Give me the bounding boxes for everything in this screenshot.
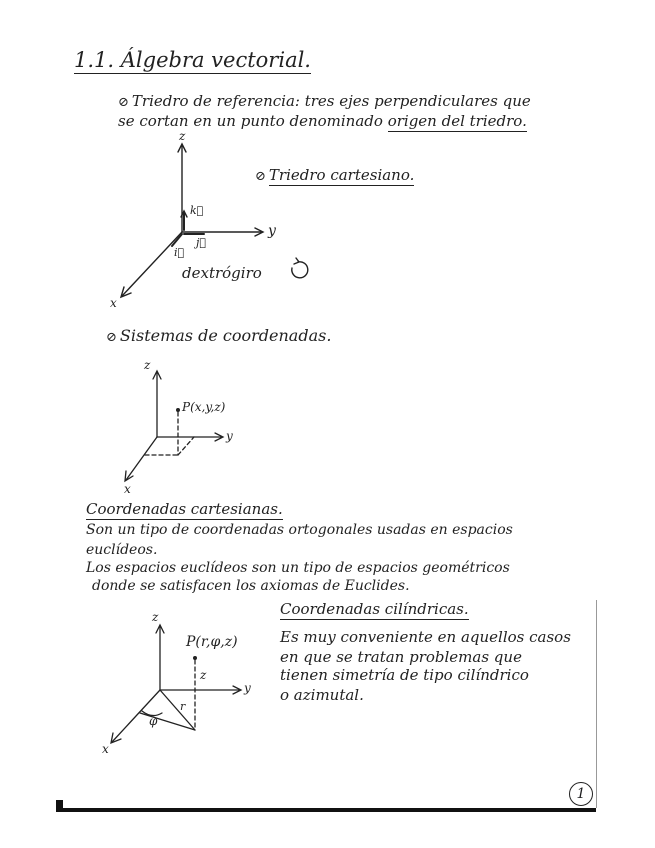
page-edge-right [596, 600, 597, 808]
diagram3-y-label: y [244, 681, 251, 695]
cilindricas-line1: Es muy conveniente en aquellos casos [280, 628, 571, 646]
diagram2-x-label: x [124, 482, 131, 496]
page-edge-bottom [56, 808, 596, 812]
cilindricas-line2: en que se tratan problemas que [280, 648, 522, 666]
diagram1-y-label: y [268, 223, 276, 239]
diagram1-x-label: x [110, 296, 117, 310]
diagram3-z-label: z [152, 610, 159, 624]
point-p [193, 656, 197, 660]
bullet-icon: ⊘ [118, 95, 129, 110]
diagram3-x-label: x [102, 742, 109, 756]
vector-i-label: i⃗ [174, 246, 185, 259]
diagram2-point-label: P(x,y,z) [182, 400, 226, 414]
triedro-ref-text2: se cortan en un punto denominado [118, 112, 383, 130]
vector-j-label: j⃗ [196, 236, 207, 249]
page-title: 1.1. Álgebra vectorial. [74, 48, 311, 72]
dextrogiro-caption: dextrógiro [182, 264, 262, 282]
triedro-ref-text: Triedro de referencia: tres ejes perpendiculares que [131, 92, 531, 110]
cartesianas-line4: donde se satisfacen los axiomas de Euclides. [92, 578, 410, 594]
cartesianas-line1: Son un tipo de coordenadas ortogonales usadas en espacios [86, 522, 513, 538]
cartesianas-line3: Los espacios euclídeos son un tipo de espacios geométricos [86, 560, 510, 576]
cilindricas-heading: Coordenadas cilíndricas. [280, 600, 469, 618]
bullet-icon: ⊘ [255, 169, 266, 184]
sistemas-label: Sistemas de coordenadas. [119, 326, 332, 345]
diagram3-zc-label: z [200, 668, 207, 682]
cartesianas-heading: Coordenadas cartesianas. [86, 500, 283, 518]
page-edge-left [56, 800, 63, 810]
triedro-cartesiano-label: Triedro cartesiano. [268, 166, 415, 184]
diagram3-point-label: P(r,φ,z) [186, 634, 238, 650]
cartesianas-line2: euclídeos. [86, 542, 158, 558]
page-number: 1 [569, 782, 593, 806]
bullet-icon: ⊘ [106, 330, 117, 345]
diagram1-z-label: z [179, 129, 186, 143]
origen-del-triedro: origen del triedro. [387, 112, 527, 130]
diagram3-phi-label: φ [149, 714, 158, 728]
cilindricas-line4: o azimutal. [280, 686, 364, 704]
diagram3-r-label: r [180, 700, 186, 713]
cilindricas-line3: tienen simetría de tipo cilíndrico [280, 666, 529, 684]
diagram2-y-label: y [226, 429, 233, 443]
diagram2-z-label: z [144, 358, 151, 372]
vector-k-label: k⃗ [190, 204, 204, 217]
